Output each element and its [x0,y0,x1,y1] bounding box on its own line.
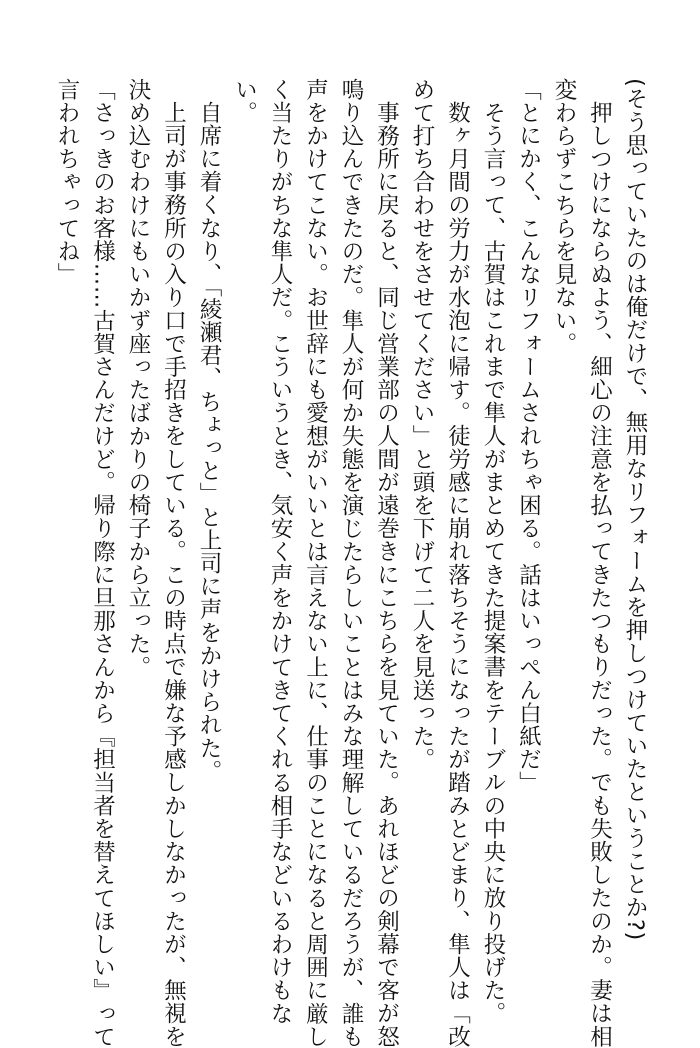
text-line: 自席に着くなり、「綾瀬君、ちょっと」と上司に声をかけられた。 [196,100,222,783]
text-line: 変わらずこちらを見ない。 [551,78,577,356]
text-line: 鳴り込んできたのだ。隼人が何か失態を演じたらしいことはみな理解しているだろうが、誰も [338,78,364,1048]
text-line: 上司が事務所の入り口で手招きをしている。この時点で嫌な予感しかしなかったが、無視を [160,100,187,1048]
text-line: 言われちゃってね」 [54,78,80,286]
text-line: 決め込むわけにもいかず座ったばかりの椅子から立った。 [125,78,151,679]
text-line: い。 [231,78,258,125]
text-line: く当たりがちな隼人だ。こういうとき、気安く声をかけてきてくれる相手などいるわけもな [267,78,293,1026]
text-line: 「さっきのお客様……古賀さんだけど。帰り際に旦那さんから『担当者を替えてほしい』って [89,78,116,1048]
text-line: 押しつけにならぬよう、細心の注意を払ってきたつもりだった。でも失敗したのか。妻は相 [586,100,613,1048]
text-line: 声をかけてこない。お世辞にも愛想がいいとは言えない上に、仕事のことになると周囲に厳し [302,78,329,1048]
text-line: 事務所に戻ると、同じ営業部の人間が遠巻きにこちらを見ていた。あれほどの剣幕で客が怒 [373,100,400,1048]
text-line: 数ヶ月間の労力が水泡に帰す。徒労感に崩れ落ちそうになったが踏みとどまり、隼人は「改 [444,100,471,1048]
text-line: めて打ち合わせをさせてください」と頭を下げて二人を見送った。 [409,78,435,771]
text-line: 「とにかく、こんなリフォームされちゃ困る。話はいっぺん白紙だ」 [515,78,542,795]
vertical-text-body [49,78,653,1048]
text-line: (そう思っていたのは俺だけで、無用なリフォームを押しつけていたということか?) [622,78,648,941]
text-line: そう言って、古賀はこれまで隼人がまとめてきた提案書をテーブルの中央に放り投げた。 [480,100,506,1025]
